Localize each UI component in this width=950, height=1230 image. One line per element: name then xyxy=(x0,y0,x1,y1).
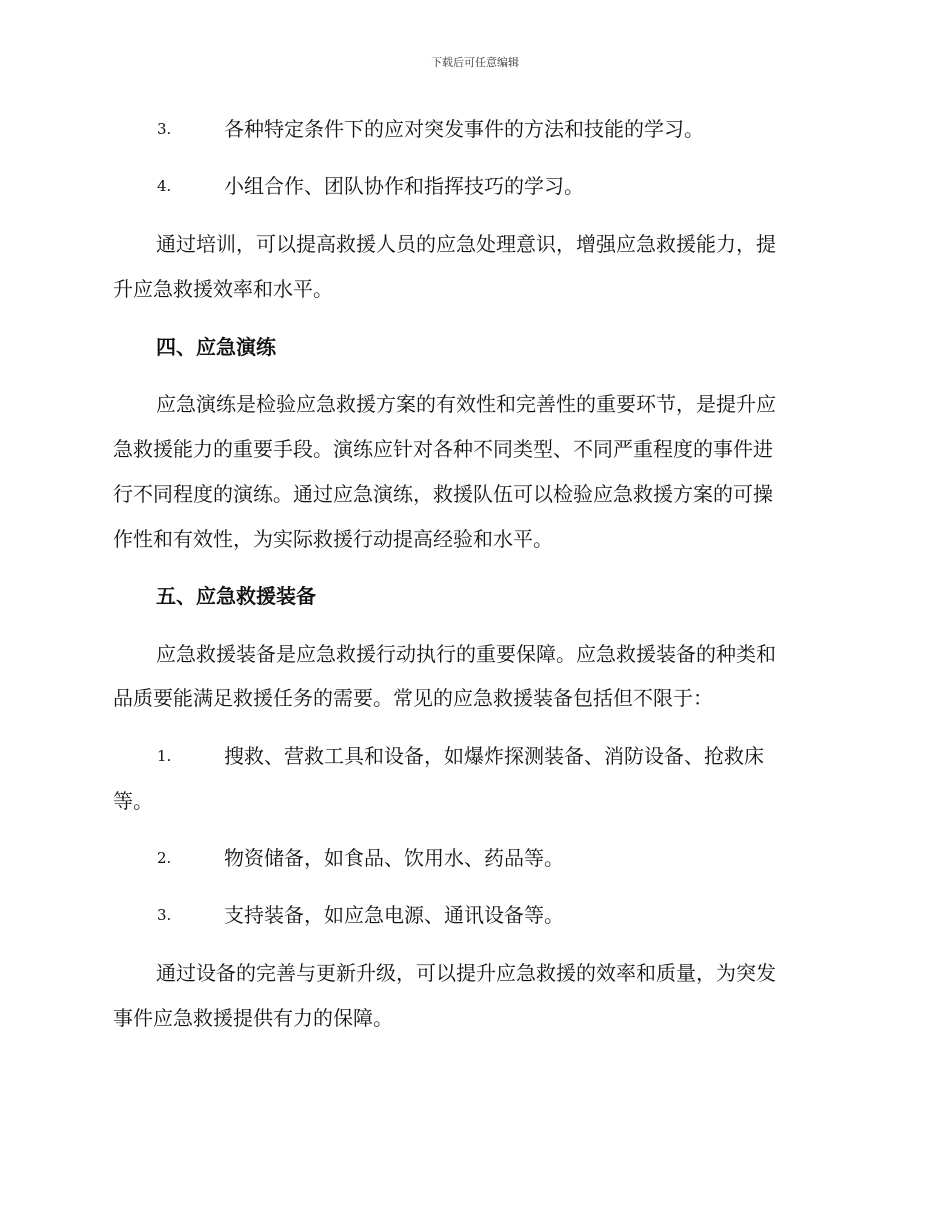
list-number: 2. xyxy=(157,849,172,867)
paragraph-line: 行不同程度的演练。通过应急演练，救援队伍可以检验应急救援方案的可操 xyxy=(113,482,773,506)
list-number: 3. xyxy=(157,120,172,138)
list-number: 4. xyxy=(157,177,172,195)
list-text: 支持装备，如应急电源、通讯设备等。 xyxy=(224,903,564,927)
section-heading: 四、应急演练 xyxy=(156,335,276,359)
paragraph-line: 应急救援装备是应急救援行动执行的重要保障。应急救援装备的种类和 xyxy=(156,642,776,666)
list-continuation: 等。 xyxy=(113,789,153,813)
paragraph-line: 作性和有效性，为实际救援行动提高经验和水平。 xyxy=(113,527,553,551)
list-number: 1. xyxy=(157,747,172,765)
paragraph-line: 品质要能满足救援任务的需要。常见的应急救援装备包括但不限于： xyxy=(113,686,713,710)
list-number: 3. xyxy=(157,906,172,924)
list-text: 物资储备，如食品、饮用水、药品等。 xyxy=(224,846,564,870)
paragraph-line: 事件应急救援提供有力的保障。 xyxy=(113,1006,393,1030)
paragraph-line: 通过培训，可以提高救援人员的应急处理意识，增强应急救援能力，提 xyxy=(156,232,776,256)
paragraph-line: 升应急救援效率和水平。 xyxy=(113,277,333,301)
list-text: 搜救、营救工具和设备，如爆炸探测装备、消防设备、抢救床 xyxy=(224,744,764,768)
list-text: 各种特定条件下的应对突发事件的方法和技能的学习。 xyxy=(224,117,704,141)
paragraph-line: 应急演练是检验应急救援方案的有效性和完善性的重要环节，是提升应 xyxy=(156,392,776,416)
page-header: 下载后可任意编辑 xyxy=(431,56,519,69)
paragraph-line: 通过设备的完善与更新升级，可以提升应急救援的效率和质量，为突发 xyxy=(156,961,776,985)
section-heading: 五、应急救援装备 xyxy=(156,584,316,608)
paragraph-line: 急救援能力的重要手段。演练应针对各种不同类型、不同严重程度的事件进 xyxy=(113,437,773,461)
list-text: 小组合作、团队协作和指挥技巧的学习。 xyxy=(224,174,584,198)
